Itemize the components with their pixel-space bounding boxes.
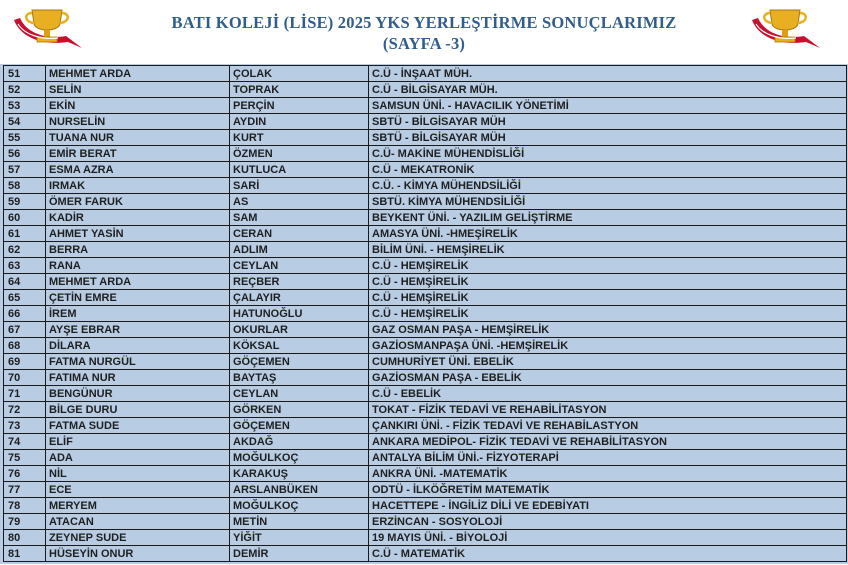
university-program-cell: ODTÜ - İLKÖĞRETİM MATEMATİK: [369, 482, 847, 498]
trophy-icon: [10, 6, 90, 54]
surname-cell: PERÇİN: [230, 98, 369, 114]
surname-cell: KURT: [230, 130, 369, 146]
university-program-cell: CUMHURİYET ÜNİ. EBELİK: [369, 354, 847, 370]
row-number-cell: 80: [4, 530, 46, 546]
surname-cell: GÖRKEN: [230, 402, 369, 418]
first-name-cell: EKİN: [46, 98, 230, 114]
university-program-cell: GAZİOSMAN PAŞA - EBELİK: [369, 370, 847, 386]
first-name-cell: BENGÜNUR: [46, 386, 230, 402]
university-program-cell: ERZİNCAN - SOSYOLOJİ: [369, 514, 847, 530]
row-number-cell: 64: [4, 274, 46, 290]
surname-cell: ADLIM: [230, 242, 369, 258]
table-row: [4, 482, 847, 498]
row-number-cell: 76: [4, 466, 46, 482]
row-number-cell: 51: [4, 66, 46, 82]
table-row: [4, 322, 847, 338]
surname-cell: TOPRAK: [230, 82, 369, 98]
row-number-cell: 75: [4, 450, 46, 466]
university-program-cell: SBTÜ. KİMYA MÜHENDSİLİĞİ: [369, 194, 847, 210]
table-row: [4, 146, 847, 162]
row-number-cell: 73: [4, 418, 46, 434]
university-program-cell: ANKRA ÜNİ. -MATEMATİK: [369, 466, 847, 482]
university-program-cell: SBTÜ - BİLGİSAYAR MÜH: [369, 130, 847, 146]
first-name-cell: MEHMET ARDA: [46, 66, 230, 82]
surname-cell: BAYTAŞ: [230, 370, 369, 386]
table-row: [4, 370, 847, 386]
table-row: [4, 66, 847, 82]
first-name-cell: EMİR BERAT: [46, 146, 230, 162]
row-number-cell: 62: [4, 242, 46, 258]
table-row: [4, 130, 847, 146]
surname-cell: KÖKSAL: [230, 338, 369, 354]
university-program-cell: SBTÜ - BİLGİSAYAR MÜH: [369, 114, 847, 130]
first-name-cell: ESMA AZRA: [46, 162, 230, 178]
first-name-cell: MERYEM: [46, 498, 230, 514]
surname-cell: ÇALAYIR: [230, 290, 369, 306]
university-program-cell: AMASYA ÜNİ. -HMEŞİRELİK: [369, 226, 847, 242]
university-program-cell: C.Ü - MATEMATİK: [369, 546, 847, 562]
surname-cell: CEYLAN: [230, 258, 369, 274]
surname-cell: SARİ: [230, 178, 369, 194]
first-name-cell: ECE: [46, 482, 230, 498]
row-number-cell: 71: [4, 386, 46, 402]
surname-cell: HATUNOĞLU: [230, 306, 369, 322]
results-table: [3, 65, 847, 562]
row-number-cell: 66: [4, 306, 46, 322]
university-program-cell: BEYKENT ÜNİ. - YAZILIM GELİŞTİRME: [369, 210, 847, 226]
row-number-cell: 57: [4, 162, 46, 178]
university-program-cell: C.Ü - HEMŞİRELİK: [369, 274, 847, 290]
first-name-cell: AHMET YASİN: [46, 226, 230, 242]
first-name-cell: SELİN: [46, 82, 230, 98]
surname-cell: ARSLANBÜKEN: [230, 482, 369, 498]
university-program-cell: C.Ü - İNŞAAT MÜH.: [369, 66, 847, 82]
table-row: [4, 354, 847, 370]
trophy-icon: [748, 6, 828, 54]
results-table-container: [0, 64, 848, 564]
table-row: [4, 434, 847, 450]
first-name-cell: ELİF: [46, 434, 230, 450]
table-row: [4, 450, 847, 466]
surname-cell: DEMİR: [230, 546, 369, 562]
university-program-cell: C.Ü - EBELİK: [369, 386, 847, 402]
table-row: [4, 338, 847, 354]
university-program-cell: SAMSUN ÜNİ. - HAVACILIK YÖNETİMİ: [369, 98, 847, 114]
university-program-cell: C.Ü. - KİMYA MÜHENDSİLİĞİ: [369, 178, 847, 194]
first-name-cell: ÇETİN EMRE: [46, 290, 230, 306]
university-program-cell: ÇANKIRI ÜNİ. - FİZİK TEDAVİ VE REHABİLASTYON: [369, 418, 847, 434]
row-number-cell: 60: [4, 210, 46, 226]
row-number-cell: 59: [4, 194, 46, 210]
table-row: [4, 498, 847, 514]
university-program-cell: TOKAT - FİZİK TEDAVİ VE REHABİLİTASYON: [369, 402, 847, 418]
table-row: [4, 194, 847, 210]
row-number-cell: 56: [4, 146, 46, 162]
surname-cell: GÖÇEMEN: [230, 354, 369, 370]
row-number-cell: 81: [4, 546, 46, 562]
university-program-cell: HACETTEPE - İNGİLİZ DİLİ VE EDEBİYATI: [369, 498, 847, 514]
surname-cell: SAM: [230, 210, 369, 226]
surname-cell: OKURLAR: [230, 322, 369, 338]
first-name-cell: ATACAN: [46, 514, 230, 530]
first-name-cell: İREM: [46, 306, 230, 322]
surname-cell: ÖZMEN: [230, 146, 369, 162]
university-program-cell: GAZ OSMAN PAŞA - HEMŞİRELİK: [369, 322, 847, 338]
first-name-cell: NİL: [46, 466, 230, 482]
university-program-cell: ANKARA MEDİPOL- FİZİK TEDAVİ VE REHABİLİTASYON: [369, 434, 847, 450]
first-name-cell: ZEYNEP SUDE: [46, 530, 230, 546]
first-name-cell: IRMAK: [46, 178, 230, 194]
surname-cell: ÇOLAK: [230, 66, 369, 82]
row-number-cell: 74: [4, 434, 46, 450]
row-number-cell: 70: [4, 370, 46, 386]
surname-cell: KARAKUŞ: [230, 466, 369, 482]
table-row: [4, 386, 847, 402]
title-line-1: BATI KOLEJİ (LİSE) 2025 YKS YERLEŞTİRME SONUÇLARIMIZ: [171, 13, 677, 32]
row-number-cell: 78: [4, 498, 46, 514]
surname-cell: AS: [230, 194, 369, 210]
surname-cell: GÖÇEMEN: [230, 418, 369, 434]
table-row: [4, 514, 847, 530]
row-number-cell: 72: [4, 402, 46, 418]
table-row: [4, 114, 847, 130]
row-number-cell: 63: [4, 258, 46, 274]
row-number-cell: 53: [4, 98, 46, 114]
table-row: [4, 162, 847, 178]
table-row: [4, 82, 847, 98]
table-row: [4, 210, 847, 226]
first-name-cell: HÜSEYİN ONUR: [46, 546, 230, 562]
first-name-cell: BİLGE DURU: [46, 402, 230, 418]
first-name-cell: DİLARA: [46, 338, 230, 354]
first-name-cell: TUANA NUR: [46, 130, 230, 146]
table-row: [4, 290, 847, 306]
university-program-cell: C.Ü - HEMŞİRELİK: [369, 258, 847, 274]
row-number-cell: 68: [4, 338, 46, 354]
first-name-cell: BERRA: [46, 242, 230, 258]
first-name-cell: MEHMET ARDA: [46, 274, 230, 290]
page-header: [0, 0, 848, 64]
row-number-cell: 52: [4, 82, 46, 98]
table-row: [4, 178, 847, 194]
table-row: [4, 226, 847, 242]
row-number-cell: 77: [4, 482, 46, 498]
first-name-cell: FATIMA NUR: [46, 370, 230, 386]
table-row: [4, 418, 847, 434]
surname-cell: MOĞULKOÇ: [230, 498, 369, 514]
university-program-cell: C.Ü- MAKİNE MÜHENDİSLİĞİ: [369, 146, 847, 162]
surname-cell: AKDAĞ: [230, 434, 369, 450]
row-number-cell: 55: [4, 130, 46, 146]
table-row: [4, 242, 847, 258]
first-name-cell: ADA: [46, 450, 230, 466]
surname-cell: CERAN: [230, 226, 369, 242]
first-name-cell: NURSELİN: [46, 114, 230, 130]
row-number-cell: 61: [4, 226, 46, 242]
university-program-cell: C.Ü - MEKATRONİK: [369, 162, 847, 178]
first-name-cell: FATMA SUDE: [46, 418, 230, 434]
university-program-cell: C.Ü - HEMŞİRELİK: [369, 306, 847, 322]
first-name-cell: RANA: [46, 258, 230, 274]
row-number-cell: 54: [4, 114, 46, 130]
row-number-cell: 58: [4, 178, 46, 194]
table-row: [4, 306, 847, 322]
row-number-cell: 65: [4, 290, 46, 306]
surname-cell: AYDIN: [230, 114, 369, 130]
table-row: [4, 546, 847, 562]
row-number-cell: 79: [4, 514, 46, 530]
page-title: [110, 12, 738, 54]
table-row: [4, 98, 847, 114]
university-program-cell: ANTALYA BİLİM ÜNİ.- FİZYOTERAPİ: [369, 450, 847, 466]
first-name-cell: KADİR: [46, 210, 230, 226]
row-number-cell: 69: [4, 354, 46, 370]
table-row: [4, 530, 847, 546]
university-program-cell: C.Ü - HEMŞİRELİK: [369, 290, 847, 306]
university-program-cell: C.Ü - BİLGİSAYAR MÜH.: [369, 82, 847, 98]
table-row: [4, 466, 847, 482]
surname-cell: KUTLUCA: [230, 162, 369, 178]
university-program-cell: 19 MAYIS ÜNİ. - BİYOLOJİ: [369, 530, 847, 546]
surname-cell: YİĞİT: [230, 530, 369, 546]
surname-cell: METİN: [230, 514, 369, 530]
surname-cell: CEYLAN: [230, 386, 369, 402]
university-program-cell: GAZİOSMANPAŞA ÜNİ. -HEMŞİRELİK: [369, 338, 847, 354]
title-line-2: (SAYFA -3): [382, 34, 466, 53]
table-row: [4, 274, 847, 290]
surname-cell: REÇBER: [230, 274, 369, 290]
row-number-cell: 67: [4, 322, 46, 338]
first-name-cell: FATMA NURGÜL: [46, 354, 230, 370]
table-row: [4, 402, 847, 418]
university-program-cell: BİLİM ÜNİ. - HEMŞİRELİK: [369, 242, 847, 258]
first-name-cell: AYŞE EBRAR: [46, 322, 230, 338]
table-row: [4, 258, 847, 274]
surname-cell: MOĞULKOÇ: [230, 450, 369, 466]
first-name-cell: ÖMER FARUK: [46, 194, 230, 210]
